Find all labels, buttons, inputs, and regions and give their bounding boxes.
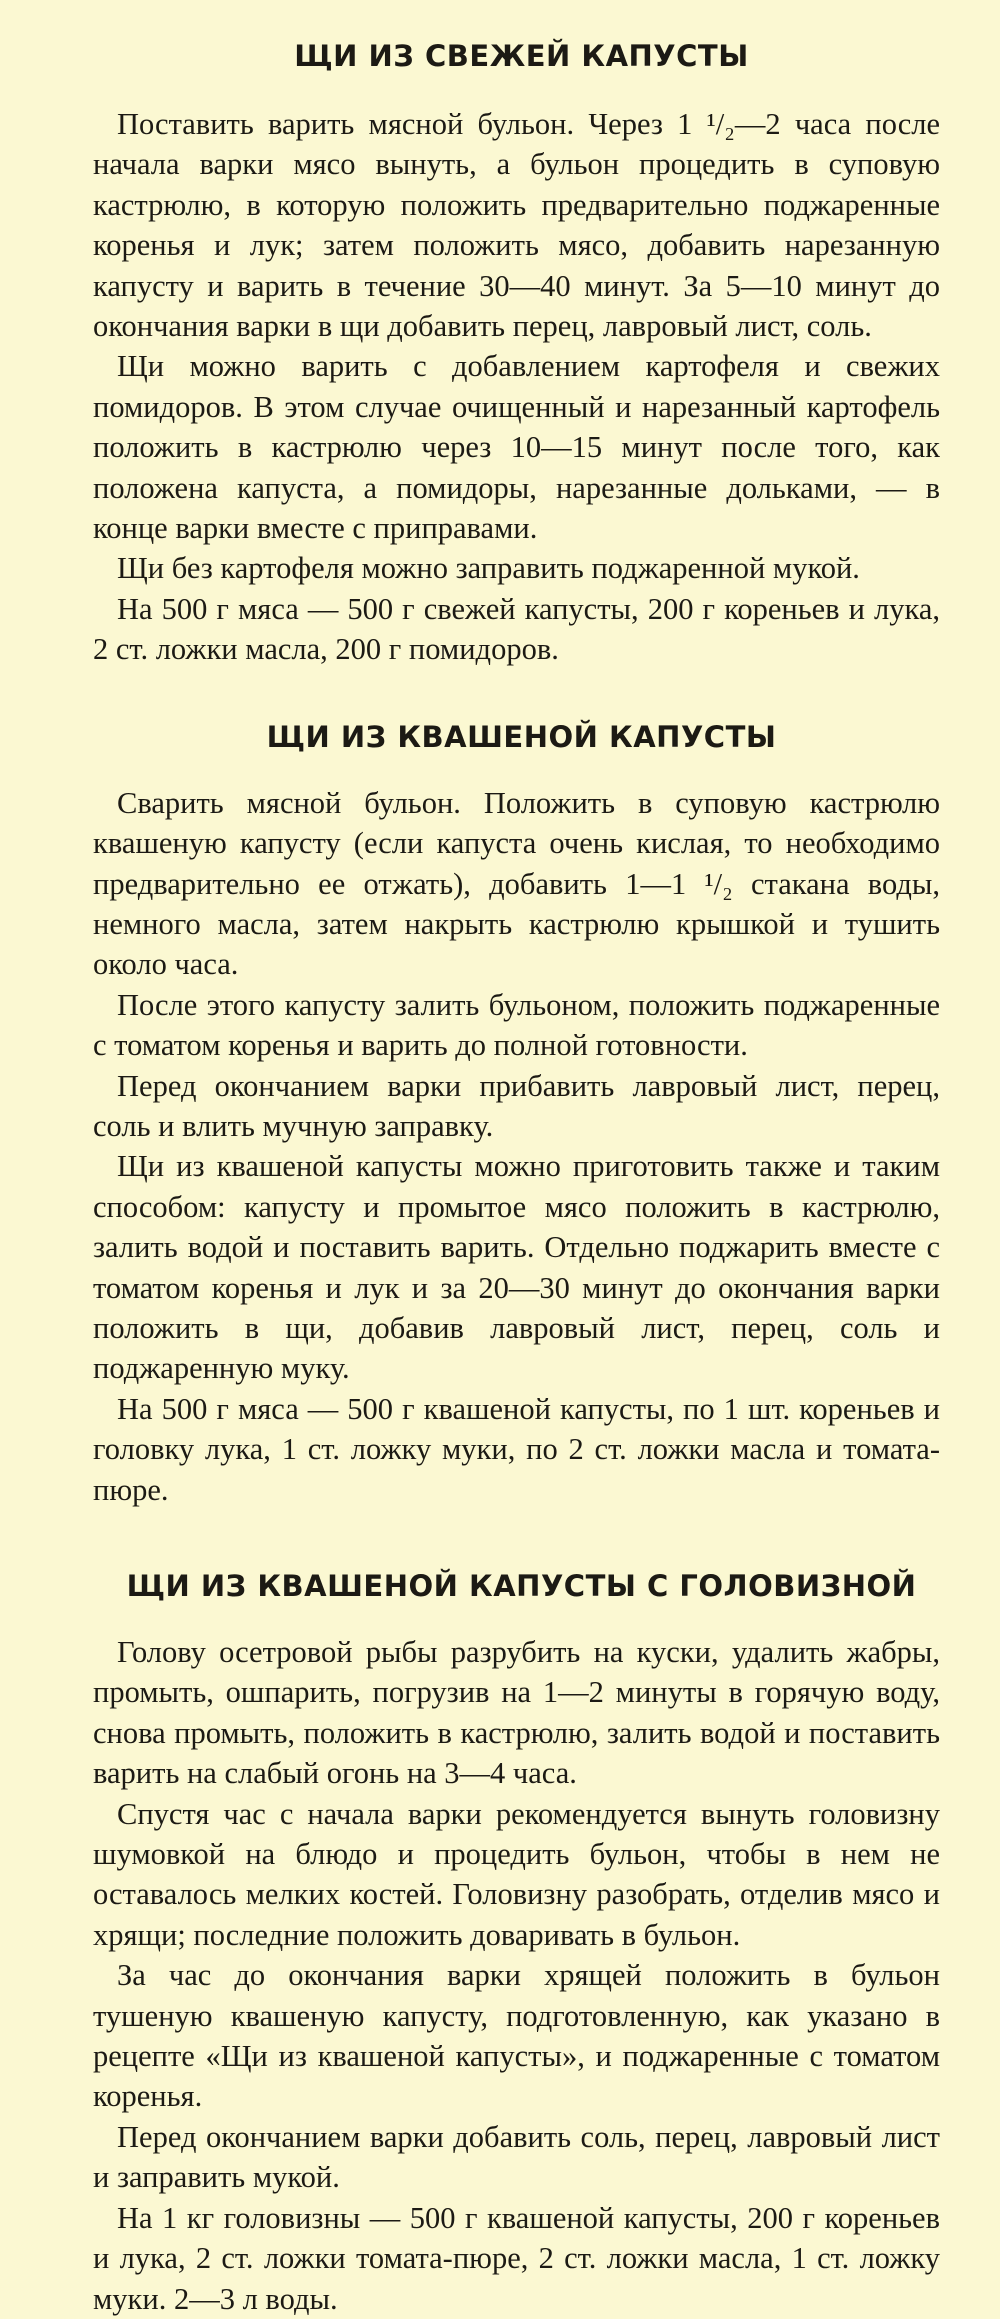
recipe-paragraph: Щи без картофеля можно заправить поджаренной мукой. xyxy=(117,551,860,586)
recipe-paragraph: Сварить мясной бульон. Положить в суповую кастрюлю квашеную капусту (если капуста очень кислая, то необходимо предварительно ее отжать), добавить 1—1 ¹/₂ стакана воды, немного масла, затем накрыть кастрюлю крышкой и тушить около часа. xyxy=(93,785,940,982)
recipe-fresh-cabbage-shchi xyxy=(93,26,940,670)
recipe-ingredients: На 500 г мяса — 500 г квашеной капусты, по 1 шт. кореньев и головку лука, 1 ст. ложку муки, по 2 ст. ложки масла и томата-пюре. xyxy=(93,1391,940,1507)
recipe-paragraph: Щи из квашеной капусты можно приготовить также и таким способом: капусту и промытое мясо положить в кастрюлю, залить водой и поставить варить. Отдельно поджарить вместе с томатом коренья и лук и за 20—30 минут до окончания варки положить в щи, добавив лавровый лист, перец, соль и поджаренную муку. xyxy=(93,1149,940,1386)
recipe-title: ЩИ ИЗ СВЕЖЕЙ КАПУСТЫ xyxy=(294,39,749,73)
recipe-body xyxy=(93,1616,940,2319)
recipe-body xyxy=(93,767,940,1510)
recipe-paragraph: После этого капусту залить бульоном, положить поджаренные с томатом коренья и варить до полной готовности. xyxy=(93,987,940,1063)
recipe-paragraph: Голову осетровой рыбы разрубить на куски, удалить жабры, промыть, ошпарить, погрузив на 1—2 минуты в горячую воду, снова промыть, положить в кастрюлю, залить водой и поставить варить на слабый огонь на 3—4 часа. xyxy=(93,1635,940,1791)
recipe-paragraph: Спустя час с начала варки рекомендуется вынуть головизну шумовкой на блюдо и процедить бульон, чтобы в нем не оставалось мелких костей. Головизну разобрать, отделив мясо и хрящи; последние положить доваривать в бульон. xyxy=(93,1796,940,1952)
recipe-paragraph: Щи можно варить с добавлением картофеля и свежих помидоров. В этом случае очищенный и нарезанный картофель положить в кастрюлю через 10—15 минут после того, как положена капуста, а помидоры, нарезанные дольками, — в конце варки вместе с приправами. xyxy=(93,349,940,546)
recipe-title: ЩИ ИЗ КВАШЕНОЙ КАПУСТЫ С ГОЛОВИЗНОЙ xyxy=(126,1569,917,1603)
recipe-title: ЩИ ИЗ КВАШЕНОЙ КАПУСТЫ xyxy=(266,719,777,754)
recipe-paragraph: Поставить варить мясной бульон. Через 1 ¹/₂—2 часа после начала варки мясо вынуть, а бульон процедить в суповую кастрюлю, в которую положить предварительно поджаренные коренья и лук; затем положить мясо, добавить нарезанную капусту и варить в течение 30—40 минут. За 5—10 минут до окончания варки в щи добавить перец, лавровый лист, соль. xyxy=(93,107,940,344)
recipe-paragraph: Перед окончанием варки добавить соль, перец, лавровый лист и заправить мукой. xyxy=(93,2119,940,2195)
recipe-paragraph: Перед окончанием варки прибавить лавровый лист, перец, соль и влить мучную заправку. xyxy=(93,1068,940,1143)
recipe-ingredients: На 1 кг головизны — 500 г квашеной капусты, 200 г кореньев и лука, 2 ст. ложки томата-пюре, 2 ст. ложки масла, 1 ст. ложку муки. 2—3 л воды. xyxy=(93,2200,940,2316)
recipe-paragraph: За час до окончания варки хрящей положить в бульон тушеную квашеную капусту, подготовленную, как указано в рецепте «Щи из квашеной капусты», и поджаренные с томатом коренья. xyxy=(93,1958,940,2114)
recipe-ingredients: На 500 г мяса — 500 г свежей капусты, 200 г кореньев и лука, 2 ст. ложки масла, 200 г помидоров. xyxy=(93,591,940,667)
recipe-sauerkraut-shchi xyxy=(93,707,940,1510)
recipe-sauerkraut-shchi-with-fish-head xyxy=(93,1556,940,2319)
recipe-body xyxy=(93,86,940,670)
